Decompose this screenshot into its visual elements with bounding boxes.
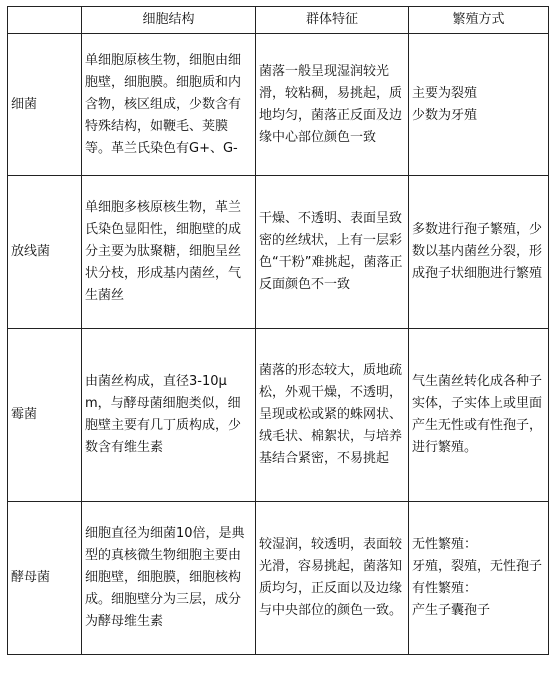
cell-structure: 单细胞原核生物，细胞由细胞壁，细胞膜。细胞质和内含物，核区组成，少数含有特殊结构，如鞭毛、荚膜等。革兰氏染色有G+、G- bbox=[82, 34, 256, 176]
colony-traits: 菌落一般呈现湿润较光滑，较粘稠，易挑起，质地均匀，菌落正反面及边缘中心部位颜色一致 bbox=[256, 34, 409, 176]
reproduction: 多数进行孢子繁殖，少数以基内菌丝分裂，形成孢子状细胞进行繁殖 bbox=[409, 176, 549, 329]
table-row bbox=[8, 176, 549, 329]
colony-traits: 较湿润，较透明，表面较光滑，容易挑起，菌落知质均匀，正反面以及边缘与中央部位的颜色一致。 bbox=[256, 502, 409, 655]
row-name: 酵母菌 bbox=[8, 502, 82, 655]
table-row bbox=[8, 502, 549, 655]
header-row bbox=[8, 7, 549, 34]
microbe-comparison-table bbox=[7, 6, 549, 655]
header-cell-structure: 细胞结构 bbox=[82, 7, 256, 34]
row-name: 放线菌 bbox=[8, 176, 82, 329]
row-name: 霉菌 bbox=[8, 329, 82, 502]
reproduction: 无性繁殖： 牙殖，裂殖，无性孢子 有性繁殖： 产生子囊孢子 bbox=[409, 502, 549, 655]
header-blank bbox=[8, 7, 82, 34]
row-name: 细菌 bbox=[8, 34, 82, 176]
cell-structure: 细胞直径为细菌10倍，是典型的真核微生物细胞主要由细胞壁，细胞膜，细胞核构成。细胞壁分为三层，成分为酵母维生素 bbox=[82, 502, 256, 655]
colony-traits: 菌落的形态较大，质地疏松，外观干燥，不透明，呈现或松或紧的蛛网状、绒毛状、棉絮状，与培养基结合紧密，不易挑起 bbox=[256, 329, 409, 502]
reproduction: 气生菌丝转化成各种子实体，子实体上或里面产生无性或有性孢子，进行繁殖。 bbox=[409, 329, 549, 502]
cell-structure: 由菌丝构成，直径3-10μm，与酵母菌细胞类似，细胞壁主要有几丁质构成，少数含有维生素 bbox=[82, 329, 256, 502]
table-row bbox=[8, 329, 549, 502]
cell-structure: 单细胞多核原核生物，革兰氏染色显阳性，细胞壁的成分主要为肽聚糖，细胞呈丝状分枝，形成基内菌丝，气生菌丝 bbox=[82, 176, 256, 329]
reproduction: 主要为裂殖 少数为牙殖 bbox=[409, 34, 549, 176]
colony-traits: 干燥、不透明、表面呈致密的丝绒状，上有一层彩色“干粉”难挑起，菌落正反面颜色不一致 bbox=[256, 176, 409, 329]
header-colony-traits: 群体特征 bbox=[256, 7, 409, 34]
header-reproduction: 繁殖方式 bbox=[409, 7, 549, 34]
table-row bbox=[8, 34, 549, 176]
